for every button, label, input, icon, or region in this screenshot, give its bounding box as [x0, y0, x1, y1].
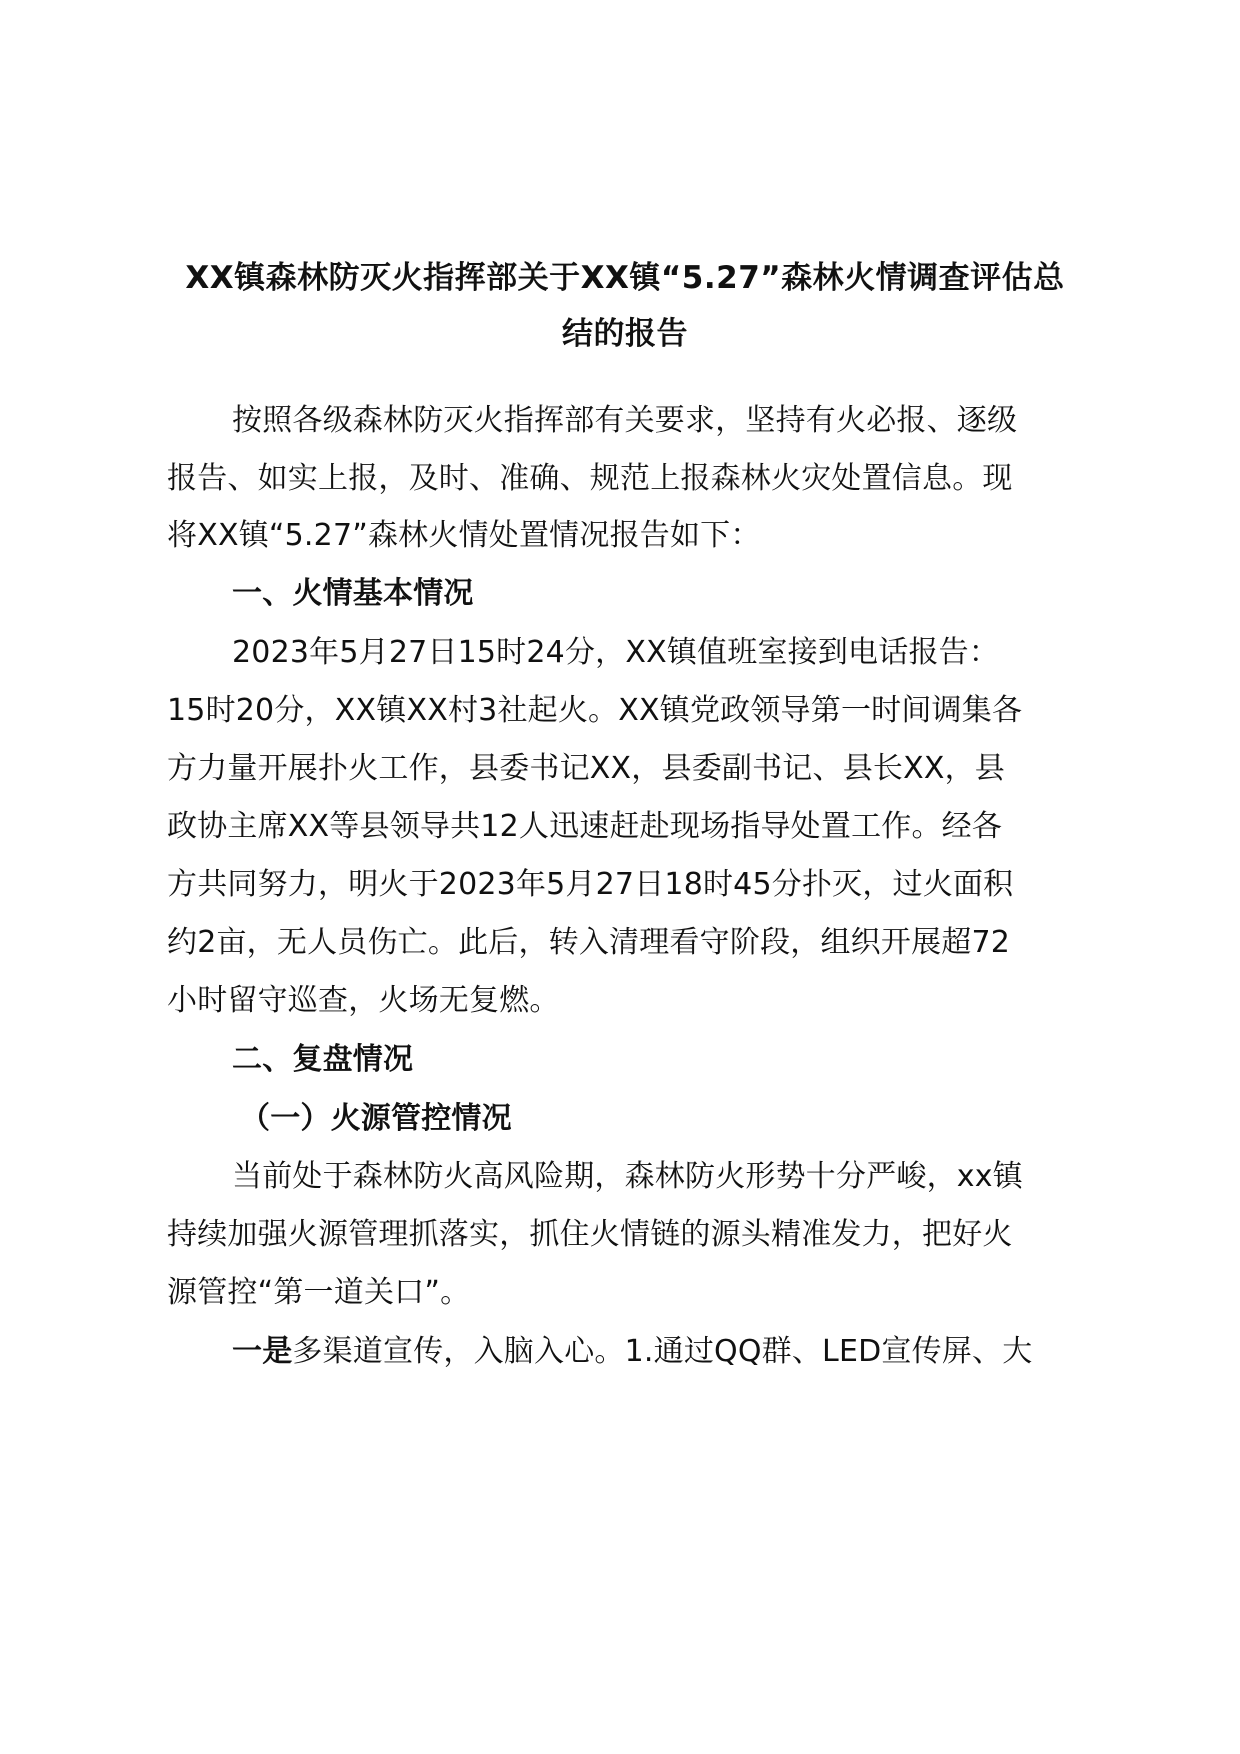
- subsection1-line-2: 持续加强火源管理抓落实，抓住火情链的源头精准发力，把好火: [167, 1217, 1013, 1252]
- subsection1-line-1: 当前处于森林防火高风险期，森林防火形势十分严峻，xx镇: [232, 1159, 1023, 1194]
- section1-line-5: 方共同努力，明火于2023年5月27日18时45分扑灭，过火面积: [167, 867, 1014, 902]
- section1-heading: 一、火情基本情况: [232, 576, 474, 611]
- subsection1-line-3: 源管控“第一道关口”。: [167, 1275, 471, 1310]
- point1-lead: 一是: [232, 1334, 293, 1369]
- section1-line-4: 政协主席XX等县领导共12人迅速赶赴现场指导处置工作。经各: [167, 809, 1003, 844]
- intro-line-3: 将XX镇“5.27”森林火情处置情况报告如下：: [167, 518, 761, 553]
- point1-text: 多渠道宣传，入脑入心。1.通过QQ群、LED宣传屏、大: [292, 1334, 1033, 1369]
- point1-line: [232, 1326, 1032, 1370]
- section1-line-2: 15时20分，XX镇XX村3社起火。XX镇党政领导第一时间调集各: [167, 693, 1023, 728]
- document-title-line-1: XX镇森林防灭火指挥部关于XX镇“5.27”森林火情调查评估总: [185, 260, 1065, 296]
- intro-line-2: 报告、如实上报，及时、准确、规范上报森林火灾处置信息。现: [167, 461, 1013, 496]
- document-title-line-2: 结的报告: [562, 316, 688, 352]
- section1-line-7: 小时留守巡查，火场无复燃。: [167, 983, 560, 1018]
- subsection1-heading: （一）火源管控情况: [240, 1101, 512, 1136]
- section1-line-3: 方力量开展扑火工作，县委书记XX，县委副书记、县长XX，县: [167, 751, 1006, 786]
- section1-line-6: 约2亩，无人员伤亡。此后，转入清理看守阶段，组织开展超72: [167, 925, 1011, 960]
- section2-heading: 二、复盘情况: [232, 1042, 414, 1077]
- intro-line-1: 按照各级森林防灭火指挥部有关要求，坚持有火必报、逐级: [232, 403, 1018, 438]
- section1-line-1: 2023年5月27日15时24分，XX镇值班室接到电话报告：: [232, 635, 1000, 670]
